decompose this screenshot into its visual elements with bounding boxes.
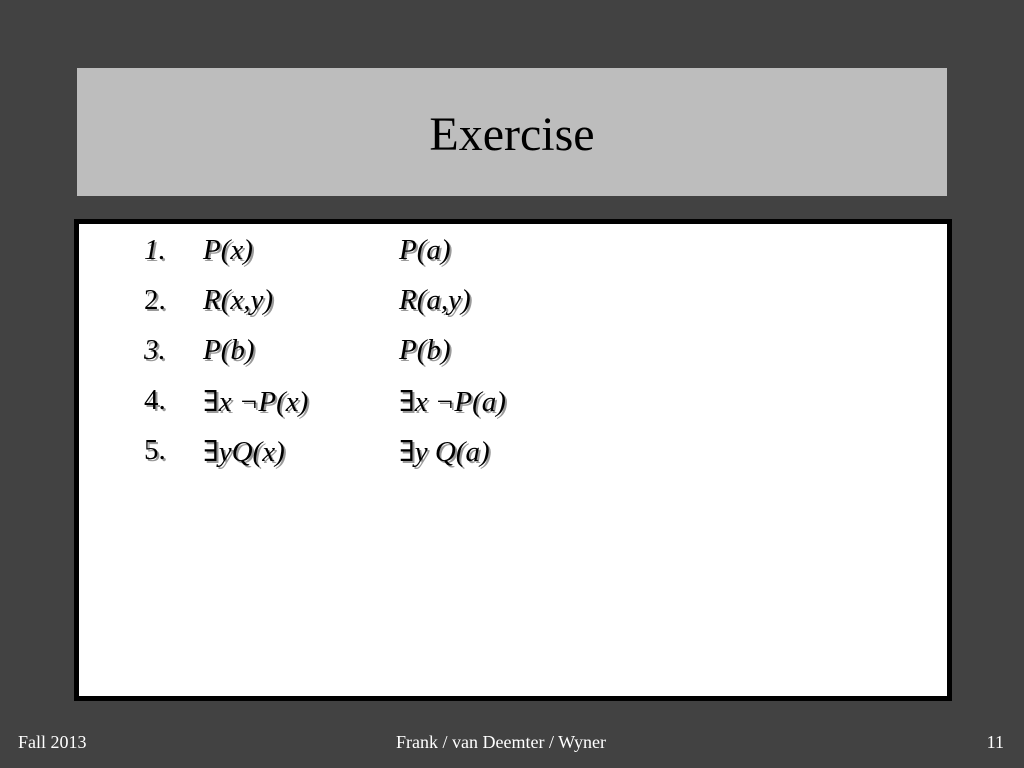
item-number: 2. bbox=[144, 284, 166, 316]
footer-authors: Frank / van Deemter / Wyner bbox=[396, 732, 607, 752]
item-formula-original: P(x) bbox=[203, 234, 253, 266]
slide-title: Exercise bbox=[429, 107, 595, 161]
item-number: 1. bbox=[144, 234, 166, 266]
content-panel bbox=[74, 219, 952, 701]
item-number: 3. bbox=[144, 334, 166, 366]
item-formula-substituted: ∃y Q(a) bbox=[399, 436, 490, 468]
item-formula-substituted: P(a) bbox=[399, 234, 451, 266]
footer-date: Fall 2013 bbox=[18, 732, 87, 752]
item-formula-original: ∃x ¬P(x) bbox=[203, 386, 309, 418]
item-formula-original: P(b) bbox=[203, 334, 255, 366]
item-formula-substituted: ∃x ¬P(a) bbox=[399, 386, 506, 418]
title-panel bbox=[77, 68, 947, 196]
item-formula-substituted: R(a,y) bbox=[399, 284, 471, 316]
item-number: 4. bbox=[144, 384, 166, 416]
footer-page-number: 11 bbox=[986, 732, 1004, 752]
item-formula-original: R(x,y) bbox=[203, 284, 274, 316]
item-formula-original: ∃yQ(x) bbox=[203, 436, 285, 468]
item-number: 5. bbox=[144, 434, 166, 466]
item-formula-substituted: P(b) bbox=[399, 334, 451, 366]
